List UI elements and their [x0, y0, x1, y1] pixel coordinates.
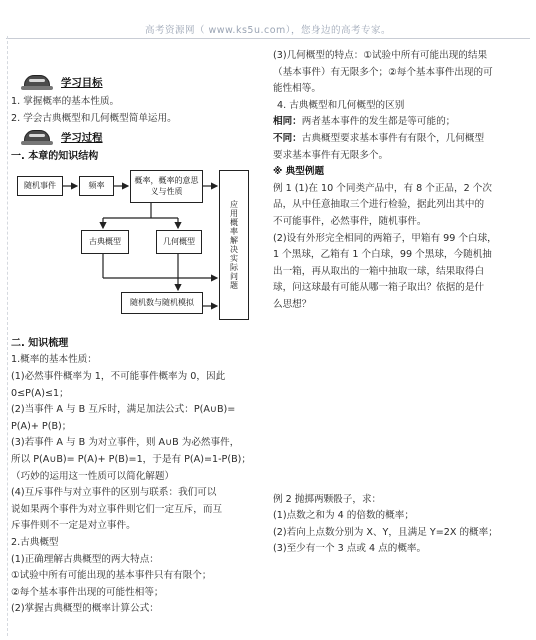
- left-column: [11, 72, 265, 618]
- goals-heading: [11, 72, 265, 94]
- example1-line: 出一箱，再从取出的一箱中抽取一球，结果取得白: [273, 265, 485, 277]
- diff-line: [273, 131, 528, 148]
- process-heading-text: 学习过程: [61, 131, 103, 144]
- example1-line: 品，从中任意抽取三个进行检验，据此列出其中的: [273, 199, 485, 211]
- geometric-feature-line: 能性相等。: [273, 83, 321, 95]
- example2-line: (2)若向上点数分别为 X、Y，且满足 Y=2X 的概率；: [273, 526, 498, 538]
- diff-line: 要求基本事件有无限多个。: [273, 149, 389, 161]
- node-application: 应用概率解决实际问题: [219, 170, 249, 320]
- example1-line: 么思想？: [273, 298, 312, 310]
- right-column: [273, 48, 528, 558]
- node-random-number-simulation: 随机数与随机模拟: [121, 292, 203, 314]
- review-line: (2)当事件 A 与 B 互斥时，满足加法公式：P(A∪B)=: [11, 404, 236, 416]
- geometric-feature-line: (3)几何概型的特点：①试验中所有可能出现的结果: [273, 50, 488, 61]
- node-classical-model: 古典概型: [81, 230, 129, 254]
- review-line: （巧妙的运用这一性质可以简化解题）: [11, 470, 175, 482]
- same-line: [273, 114, 528, 131]
- example1-line: 例 1 (1)在 10 个同类产品中，有 8 个正品，2 个次: [273, 182, 492, 194]
- review-line: 1.概率的基本性质：: [11, 354, 97, 366]
- example2-line: (3)至少有一个 3 点或 4 点的概率。: [273, 543, 427, 555]
- example1-line: (2)设有外形完全相同的两箱子，甲箱有 99 个白球，: [273, 232, 497, 244]
- example2-line: 例 2 抛掷两颗骰子，求：: [273, 493, 382, 505]
- node-geometric-model: 几何概型: [156, 230, 202, 254]
- geometric-feature-line: （基本事件）有无限多个；②每个基本事件出现的可: [273, 66, 493, 78]
- examples-heading: ※ 典型例题: [273, 166, 325, 178]
- review-line: 说如果两个事件为对立事件则它们一定互斥，而互: [11, 503, 223, 515]
- review-line: (4)互斥事件与对立事件的区别与联系：我们可以: [11, 487, 217, 499]
- example2-line: (1)点数之和为 4 的倍数的概率；: [273, 510, 414, 522]
- same-text: 两者基本事件的发生都是等可能的；: [301, 116, 456, 128]
- review-line: (1)必然事件概率为 1，不可能事件概率为 0，因此: [11, 370, 226, 382]
- goal-item: 2. 学会古典概型和几何概型简单运用。: [11, 112, 177, 124]
- node-probability-meaning: 概率，概率的意思义与性质: [130, 170, 203, 203]
- header-rule: [6, 38, 530, 39]
- node-frequency: 频率: [79, 176, 114, 196]
- margin-guide: [7, 36, 8, 636]
- same-label: 相同：: [273, 116, 302, 128]
- node-random-event: 随机事件: [17, 176, 63, 196]
- review-line: ①试验中所有可能出现的基本事件只有有限个；: [11, 570, 212, 582]
- example1-line: 1 个黑球，乙箱有 1 个白球，99 个黑球，今随机抽: [273, 249, 492, 261]
- diff-text: 古典概型要求基本事件有有限个，几何概型: [301, 132, 485, 144]
- review-line: ②每个基本事件出现的可能性相等；: [11, 586, 164, 598]
- review-line: (2)掌握古典概型的概率计算公式：: [11, 603, 159, 615]
- knowledge-structure-diagram: [13, 168, 253, 330]
- example1-line: 不可能事件，必然事件，随机事件。: [273, 215, 427, 227]
- study-cap-icon: [21, 130, 53, 146]
- diff-label: 不同：: [273, 132, 302, 144]
- review-heading: 二. 知识梳理: [11, 337, 69, 349]
- goals-heading-text: 学习目标: [61, 76, 103, 89]
- structure-heading: 一. 本章的知识结构: [11, 151, 99, 163]
- goal-item: 1. 掌握概率的基本性质。: [11, 96, 120, 107]
- review-line: (1)正确理解古典概型的两大特点：: [11, 553, 159, 565]
- review-line: (3)若事件 A 与 B 为对立事件，则 A∪B 为必然事件，: [11, 437, 240, 449]
- page-header: 高考资源网（ www.ks5u.com），您身边的高考专家。: [144, 25, 392, 36]
- review-line: 所以 P(A∪B)= P(A)+ P(B)=1，于是有 P(A)=1-P(B)；: [11, 453, 251, 465]
- process-heading: [11, 127, 265, 149]
- review-line: P(A)+ P(B)；: [11, 420, 72, 432]
- compare-heading: 4. 古典概型和几何概型的区别: [277, 99, 405, 111]
- blank-space: [273, 314, 528, 492]
- review-line: 斥事件则不一定是对立事件。: [11, 520, 136, 532]
- study-cap-icon: [21, 75, 53, 91]
- review-line: 0≤P(A)≤1；: [11, 387, 69, 399]
- review-line: 2.古典概型: [11, 536, 59, 548]
- example1-line: 球，问这球最有可能从哪一箱子取出？依据的是什: [273, 282, 485, 294]
